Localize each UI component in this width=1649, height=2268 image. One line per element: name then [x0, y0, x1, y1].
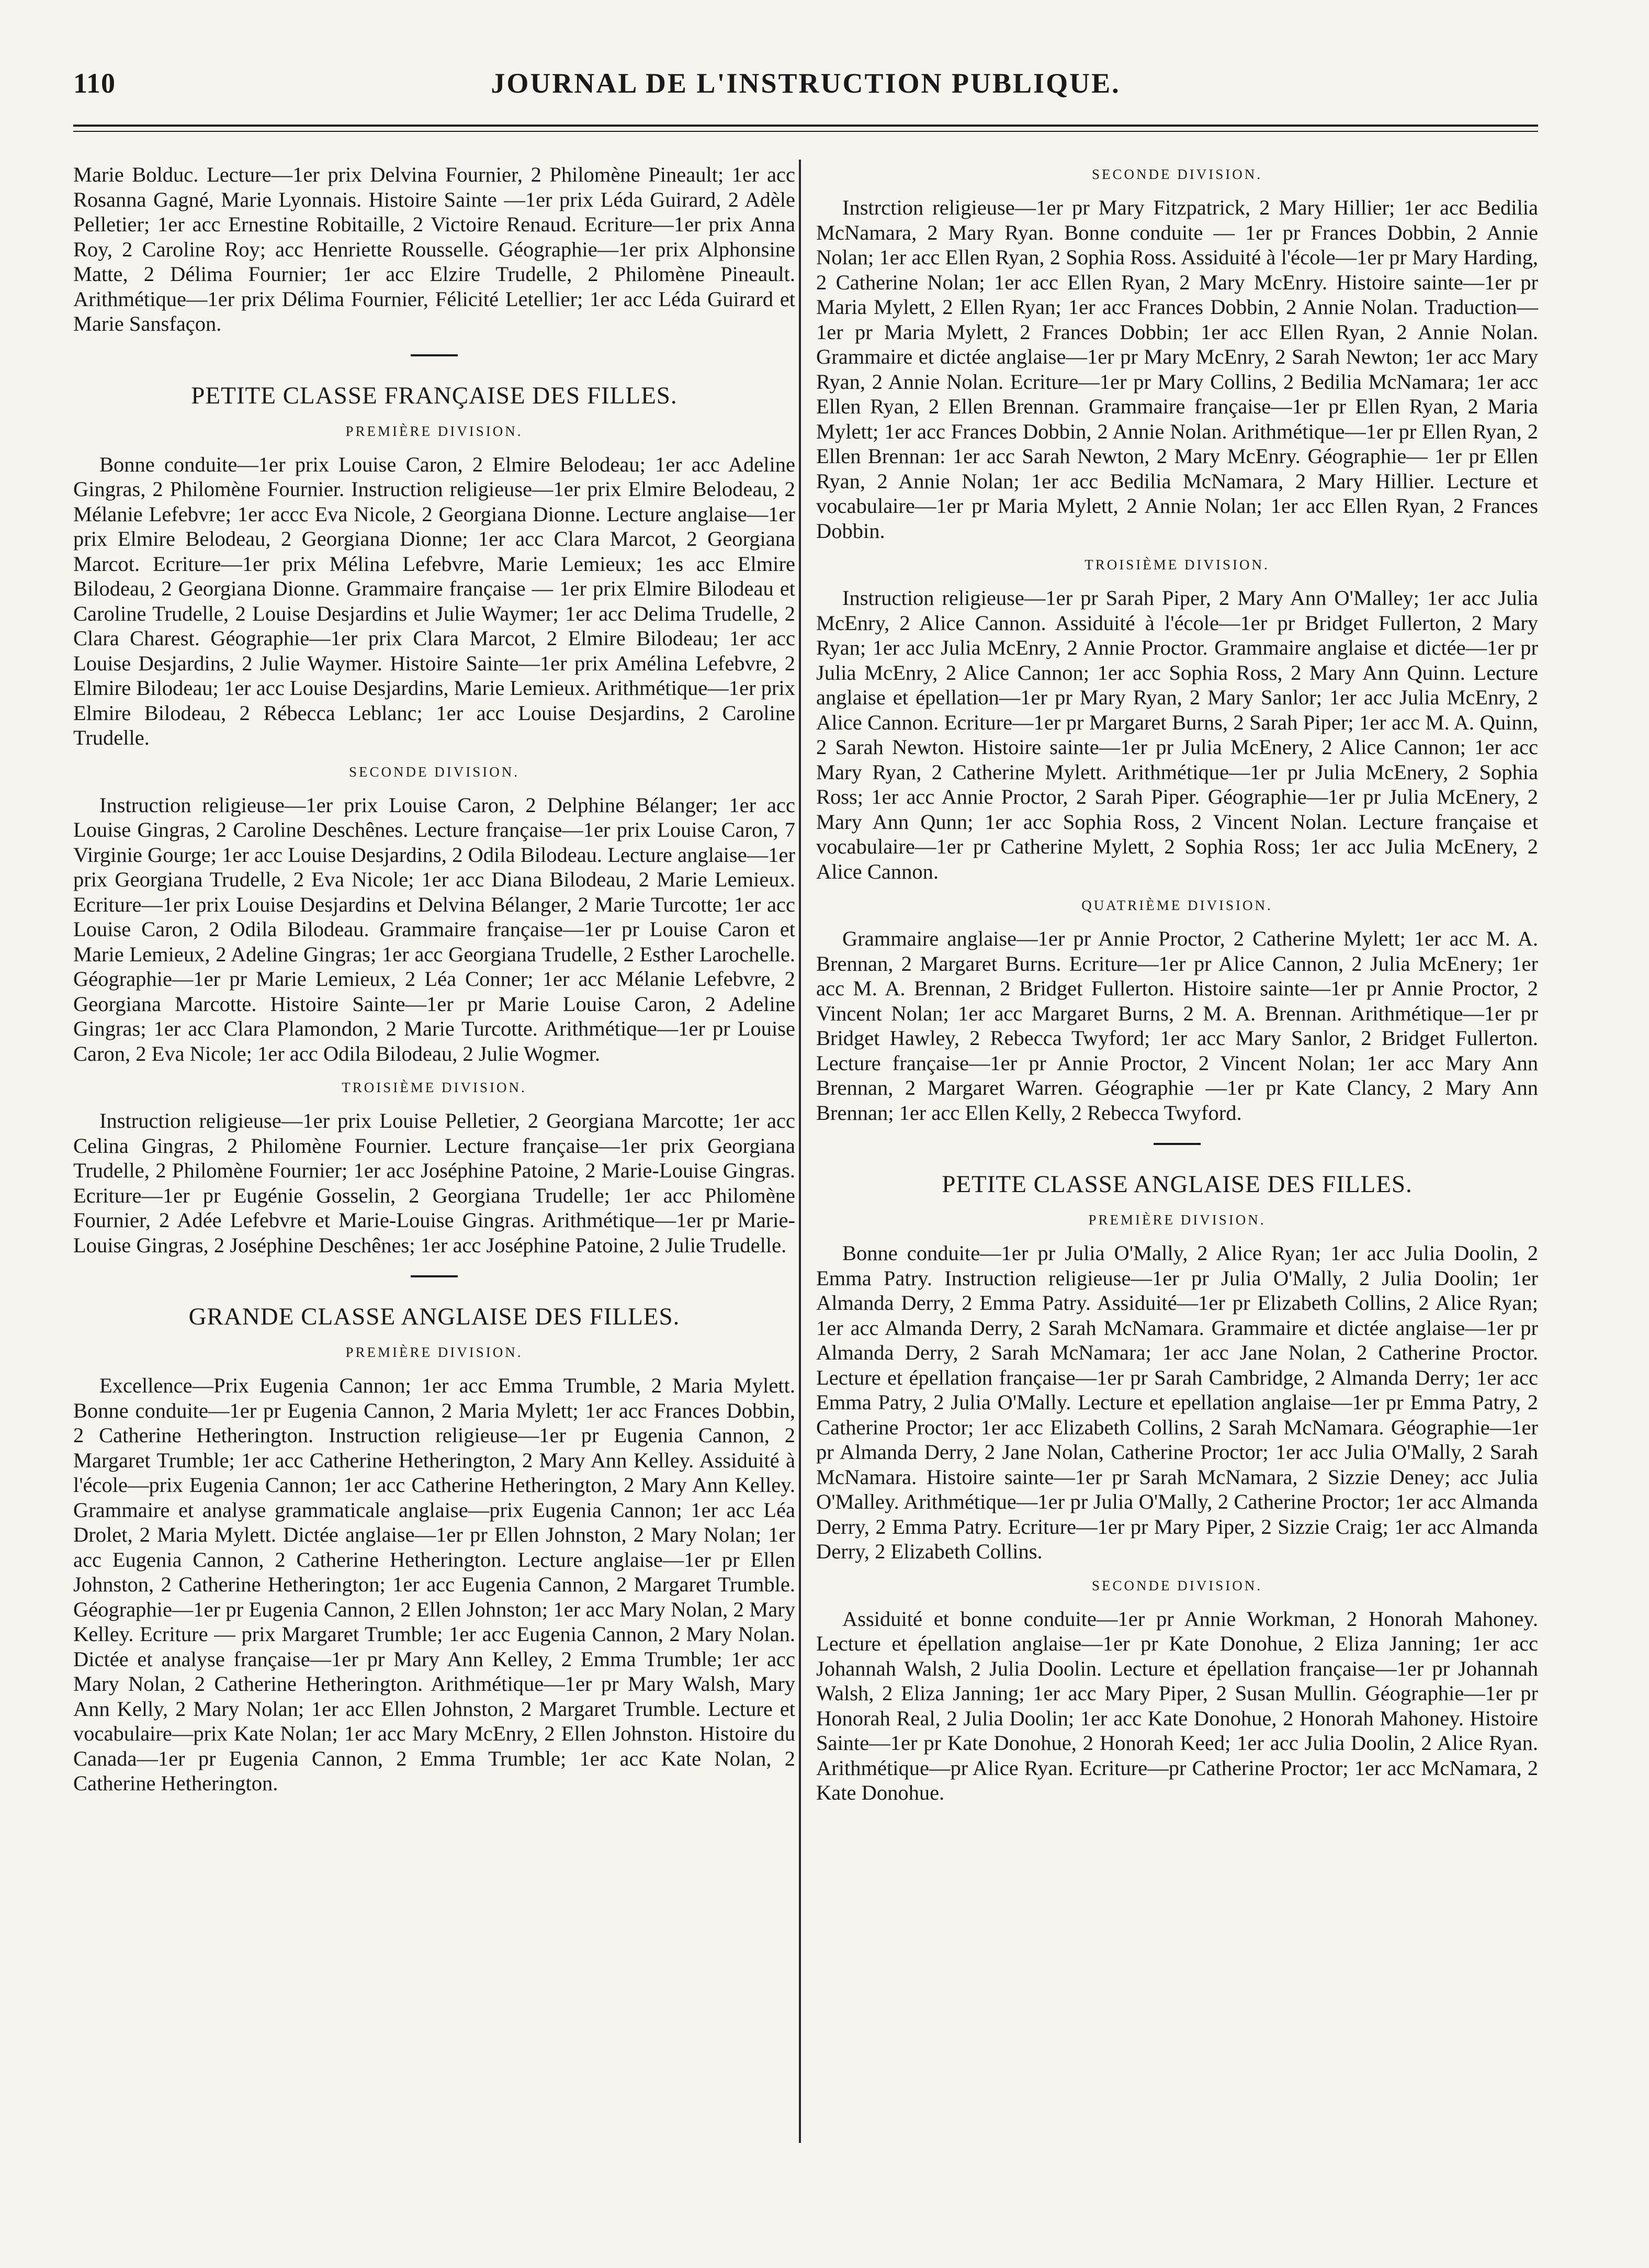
- page-number: 110: [73, 68, 116, 99]
- division-title-troisieme: TROISIÈME DIVISION.: [342, 1080, 527, 1095]
- division-title-seconde: SECONDE DIVISION.: [1092, 166, 1262, 182]
- section-separator: [411, 1275, 458, 1277]
- division-title-premiere: PREMIÈRE DIVISION.: [345, 423, 523, 439]
- division-title-troisieme: TROISIÈME DIVISION.: [1085, 557, 1270, 572]
- prize-paragraph: Excellence—Prix Eugenia Cannon; 1er acc Emma Trumble, 2 Maria Mylett. Bonne conduite—1er pr Eugenia Cannon, 2 Maria Mylett; 1er acc Frances Dobbin, 2 Catherine Hetherington. Instruction religieuse—1er pr Eugenia Cannon, 2 Margaret Trumble; 1er acc Catherine Hetherington, 2 Mary Ann Kelley. Assiduité à l'école—prix Eugenia Cannon; 1er acc Catherine Hetherington, 2 Mary Ann Kelley. Grammaire et analyse grammaticale anglaise—prix Eugenia Cannon; 1er acc Léa Drolet, 2 Maria Mylett. Dictée anglaise—1er pr Ellen Johnston, 2 Mary Nolan; 1er acc Eugenia Cannon, 2 Catherine Hetherington. Lecture anglaise—1er pr Ellen Johnston, 2 Catherine Hetherington; 1er acc Eugenia Cannon, 2 Margaret Trumble. Géographie—1er pr Eugenia Cannon, 2 Ellen Johnston; 1er acc Mary Nolan, 2 Mary Kelley. Ecriture — prix Margaret Trumble; 1er acc Eugenia Cannon, 2 Mary Nolan. Dictée et analyse française—1er pr Mary Ann Kelley, 2 Emma Trumble; 1er acc Mary Nolan, 2 Catherine Hetherington. Arithmétique—1er pr Mary Walsh, Mary Ann Kelly, 2 Mary Nolan; 1er acc Ellen Johnston, 2 Margaret Trumble. Lecture et vocabulaire—prix Kate Nolan; 1er acc Mary McEnry, 2 Ellen Johnston. Histoire du Canada—1er pr Eugenia Cannon, 2 Emma Trumble; 1er acc Kate Nolan, 2 Catherine Hetherington.: [73, 1374, 795, 1795]
- prize-paragraph: Bonne conduite—1er prix Louise Caron, 2 Elmire Belodeau; 1er acc Adeline Gingras, 2 Philomène Fournier. Instruction religieuse—1er prix Elmire Belodeau, 2 Mélanie Lefebvre; 1er accc Eva Nicole, 2 Georgiana Dionne. Lecture anglaise—1er prix Elmire Belodeau, 2 Georgiana Dionne; 1er acc Clara Marcot, 2 Georgiana Marcot. Ecriture—1er prix Mélina Lefebvre, Marie Lemieux; 1es acc Elmire Bilodeau, 2 Georgiana Dionne. Grammaire française — 1er prix Elmire Bilodeau et Caroline Trudelle, 2 Louise Desjardins et Julie Waymer; 1er acc Delima Trudelle, 2 Clara Charest. Géographie—1er prix Clara Marcot, 2 Elmire Bilodeau; 1er acc Louise Desjardins, 2 Julie Waymer. Histoire Sainte—1er prix Amélina Lefebvre, 2 Elmire Bilodeau; 1er acc Louise Desjardins, Marie Lemieux. Arithmétique—1er prix Elmire Bilodeau, 2 Rébecca Leblanc; 1er acc Louise Desjardins, 2 Caroline Trudelle.: [73, 452, 795, 749]
- division-title-seconde: SECONDE DIVISION.: [1092, 1577, 1262, 1593]
- continued-paragraph: Marie Bolduc. Lecture—1er prix Delvina Fournier, 2 Philomène Pineault; 1er acc Rosanna Gagné, Marie Lyonnais. Histoire Sainte —1er prix Léda Guirard, 2 Adèle Pelletier; 1er acc Ernestine Robitaille, 2 Victoire Renaud. Ecriture—1er prix Anna Roy, 2 Caroline Roy; acc Henriette Rousselle. Géographie—1er prix Alphonsine Matte, 2 Délima Fournier; 1er acc Elzire Trudelle, 2 Philomène Pineault. Arithmétique—1er prix Délima Fournier, Félicité Letellier; 1er acc Léda Guirard et Marie Sansfaçon.: [73, 163, 795, 335]
- right-column: [816, 162, 1538, 1816]
- prize-paragraph: Instruction religieuse—1er pr Sarah Piper, 2 Mary Ann O'Malley; 1er acc Julia McEnry, 2 Alice Cannon. Assiduité à l'école—1er pr Bridget Fullerton, 2 Mary Ryan; 1er acc Julia McEnry, 2 Annie Proctor. Grammaire anglaise et dictée—1er pr Julia McEnry, 2 Alice Cannon; 1er acc Sophia Ross, 2 Mary Ann Quinn. Lecture anglaise et épellation—1er pr Mary Ryan, 2 Mary Sanlor; 1er acc Julia McEnry, 2 Alice Cannon. Ecriture—1er pr Margaret Burns, 2 Sarah Piper; 1er acc M. A. Quinn, 2 Sarah Newton. Histoire sainte—1er pr Julia McEnery, 2 Alice Cannon; 1er acc Mary Ryan, 2 Catherine Mylett. Arithmétique—1er pr Julia McEnery, 2 Sophia Ross; 1er acc Annie Proctor, 2 Sarah Piper. Géographie—1er pr Julia McEnery, 2 Mary Ann Qunn; 1er acc Sophia Ross, 2 Vincent Nolan. Lecture française et vocabulaire—1er pr Catherine Mylett, 2 Sophia Ross; 1er acc Julia McEnery, 2 Alice Cannon.: [816, 586, 1538, 883]
- section-title-grande-classe-anglaise: GRANDE CLASSE ANGLAISE DES FILLES.: [188, 1303, 680, 1330]
- section-title-petite-classe-anglaise: PETITE CLASSE ANGLAISE DES FILLES.: [942, 1171, 1413, 1198]
- section-separator: [411, 354, 458, 356]
- prize-paragraph: Bonne conduite—1er pr Julia O'Mally, 2 Alice Ryan; 1er acc Julia Doolin, 2 Emma Patry. Instruction religieuse—1er pr Julia O'Mally, 2 Julia Doolin; 1er Almanda Derry, 2 Emma Patry. Assiduité—1er pr Elizabeth Collins, 2 Alice Ryan; 1er acc Almanda Derry, 2 Sarah McNamara. Grammaire et dictée anglaise—1er pr Almanda Derry, 2 Sarah McNamara; 1er acc Jane Nolan, 2 Catherine Proctor. Lecture et épellation française—1er pr Sarah Cambridge, 2 Almanda Derry; 1er acc Emma Patry, 2 Julia O'Mally. Lecture et epellation anglaise—1er pr Emma Patry, 2 Catherine Proctor; 1er acc Elizabeth Collins, 2 Sarah McNamara. Géographie—1er pr Almanda Derry, 2 Jane Nolan, Catherine Proctor; 1er acc Julia O'Mally, 2 Sarah McNamara. Histoire sainte—1er pr Sarah McNamara, 2 Sizzie Deney; acc Julia O'Malley. Arithmétique—1er pr Julia O'Mally, 2 Catherine Proctor; 1er acc Almanda Derry, 2 Emma Patry. Ecriture—1er pr Mary Piper, 2 Sizzie Craig; 1er acc Almanda Derry, 2 Elizabeth Collins.: [816, 1241, 1538, 1563]
- prize-paragraph: Grammaire anglaise—1er pr Annie Proctor, 2 Catherine Mylett; 1er acc M. A. Brennan, 2 Margaret Burns. Ecriture—1er pr Alice Cannon, 2 Julia McEnery; 1er acc M. A. Brennan, 2 Bridget Fullerton. Histoire sainte—1er pr Annie Proctor, 2 Vincent Nolan; 1er acc Margaret Burns, 2 M. A. Brennan. Arithmétique—1er pr Bridget Hawley, 2 Rebecca Twyford; 1er acc Mary Sanlor, 2 Bridget Fullerton. Lecture française—1er pr Annie Proctor, 2 Vincent Nolan; 1er acc Mary Ann Brennan, 2 Margaret Warren. Géographie —1er pr Kate Clancy, 2 Mary Ann Brennan; 1er acc Ellen Kelly, 2 Rebecca Twyford.: [816, 927, 1538, 1125]
- section-title-petite-classe-francaise: PETITE CLASSE FRANÇAISE DES FILLES.: [191, 381, 677, 409]
- left-column: [73, 162, 795, 1806]
- header-rule-thick: [73, 125, 1538, 127]
- prize-paragraph: Assiduité et bonne conduite—1er pr Annie Workman, 2 Honorah Mahoney. Lecture et épellation anglaise—1er pr Kate Donohue, 2 Eliza Janning; 1er acc Johannah Walsh, 2 Julia Doolin. Lecture et épellation française—1er pr Johannah Walsh, 2 Eliza Janning; 1er acc Mary Piper, 2 Susan Mullin. Géographie—1er pr Honorah Real, 2 Julia Doolin; 1er acc Kate Donohue, 2 Honorah Mahoney. Histoire Sainte—1er pr Kate Donohue, 2 Honorah Keed; 1er acc Julia Doolin, 2 Alice Ryan. Arithmétique—pr Alice Ryan. Ecriture—pr Catherine Proctor; 1er acc McNamara, 2 Kate Donohue.: [816, 1607, 1538, 1804]
- running-head: [73, 67, 1538, 104]
- division-title-premiere: PREMIÈRE DIVISION.: [1088, 1212, 1266, 1228]
- prize-paragraph: Instruction religieuse—1er prix Louise Caron, 2 Delphine Bélanger; 1er acc Louise Gingras, 2 Caroline Deschênes. Lecture française—1er prix Louise Caron, 7 Virginie Gourge; 1er acc Louise Desjardins, 2 Odila Bilodeau. Lecture anglaise—1er prix Georgiana Trudelle, 2 Eva Nicole; 1er acc Diana Bilodeau, 2 Marie Lemieux. Ecriture—1er prix Louise Desjardins et Delvina Bélanger, 2 Marie Turcotte; 1er acc Louise Caron, 2 Odila Bilodeau. Grammaire française—1er pr Louise Caron et Marie Lemieux, 2 Adeline Gingras; 1er acc Georgiana Trudelle, 2 Esther Larochelle. Géographie—1er pr Marie Lemieux, 2 Léa Conner; 1er acc Mélanie Lefebvre, 2 Georgiana Marcotte. Histoire Sainte—1er pr Marie Louise Caron, 2 Adeline Gingras; 1er acc Clara Plamondon, 2 Marie Turcotte. Arithmétique—1er pr Louise Caron, 2 Eva Nicole; 1er acc Odila Bilodeau, 2 Julie Wogmer.: [73, 793, 795, 1065]
- prize-paragraph: Instrction religieuse—1er pr Mary Fitzpatrick, 2 Mary Hillier; 1er acc Bedilia McNamara, 2 Mary Ryan. Bonne conduite — 1er pr Frances Dobbin, 2 Annie Nolan; 1er acc Ellen Ryan, 2 Sophia Ross. Assiduité à l'école—1er pr Mary Harding, 2 Catherine Nolan; 1er acc Ellen Ryan, 2 Mary McEnry. Histoire sainte—1er pr Maria Mylett, 2 Ellen Ryan; 1er acc Frances Dobbin, 2 Annie Nolan. Traduction—1er pr Maria Mylett, 2 Frances Dobbin; 1er acc Ellen Ryan, 2 Annie Nolan. Grammaire et dictée anglaise—1er pr Mary McEnry, 2 Sarah Newton; 1er acc Mary Ryan, 2 Annie Nolan. Ecriture—1er pr Mary Collins, 2 Bedilia McNamara; 1er acc Ellen Ryan, 2 Ellen Brennan. Grammaire française—1er pr Ellen Ryan, 2 Maria Mylett; 1er acc Frances Dobbin, 2 Annie Nolan. Arithmétique—1er pr Ellen Ryan, 2 Ellen Brennan: 1er acc Sarah Newton, 2 Mary McEnry. Géographie— 1er pr Ellen Ryan, 2 Annie Nolan; 1er acc Bedilia McNamara, 2 Mary Hillier. Lecture et vocabulaire—1er pr Maria Mylett, 2 Annie Nolan; 1er acc Ellen Ryan, 2 Frances Dobbin.: [816, 196, 1538, 543]
- division-title-quatrieme: QUATRIÈME DIVISION.: [1081, 897, 1273, 913]
- division-title-seconde: SECONDE DIVISION.: [349, 764, 519, 780]
- column-divider: [799, 160, 801, 2143]
- prize-paragraph: Instruction religieuse—1er prix Louise Pelletier, 2 Georgiana Marcotte; 1er acc Celina Gingras, 2 Philomène Fournier. Lecture française—1er prix Georgiana Trudelle, 2 Philomène Fournier; 1er acc Joséphine Patoine, 2 Marie-Louise Gingras. Ecriture—1er pr Eugénie Gosselin, 2 Georgiana Trudelle; 1er acc Philomène Fournier, 2 Adée Lefebvre et Marie-Louise Gingras. Arithmétique—1er pr Marie-Louise Gingras, 2 Joséphine Deschênes; 1er acc Joséphine Patoine, 2 Julie Trudelle.: [73, 1109, 795, 1257]
- section-separator: [1154, 1143, 1201, 1145]
- header-rule-thin: [73, 131, 1538, 132]
- division-title-premiere: PREMIÈRE DIVISION.: [345, 1344, 523, 1360]
- journal-title: JOURNAL DE L'INSTRUCTION PUBLIQUE.: [491, 68, 1121, 99]
